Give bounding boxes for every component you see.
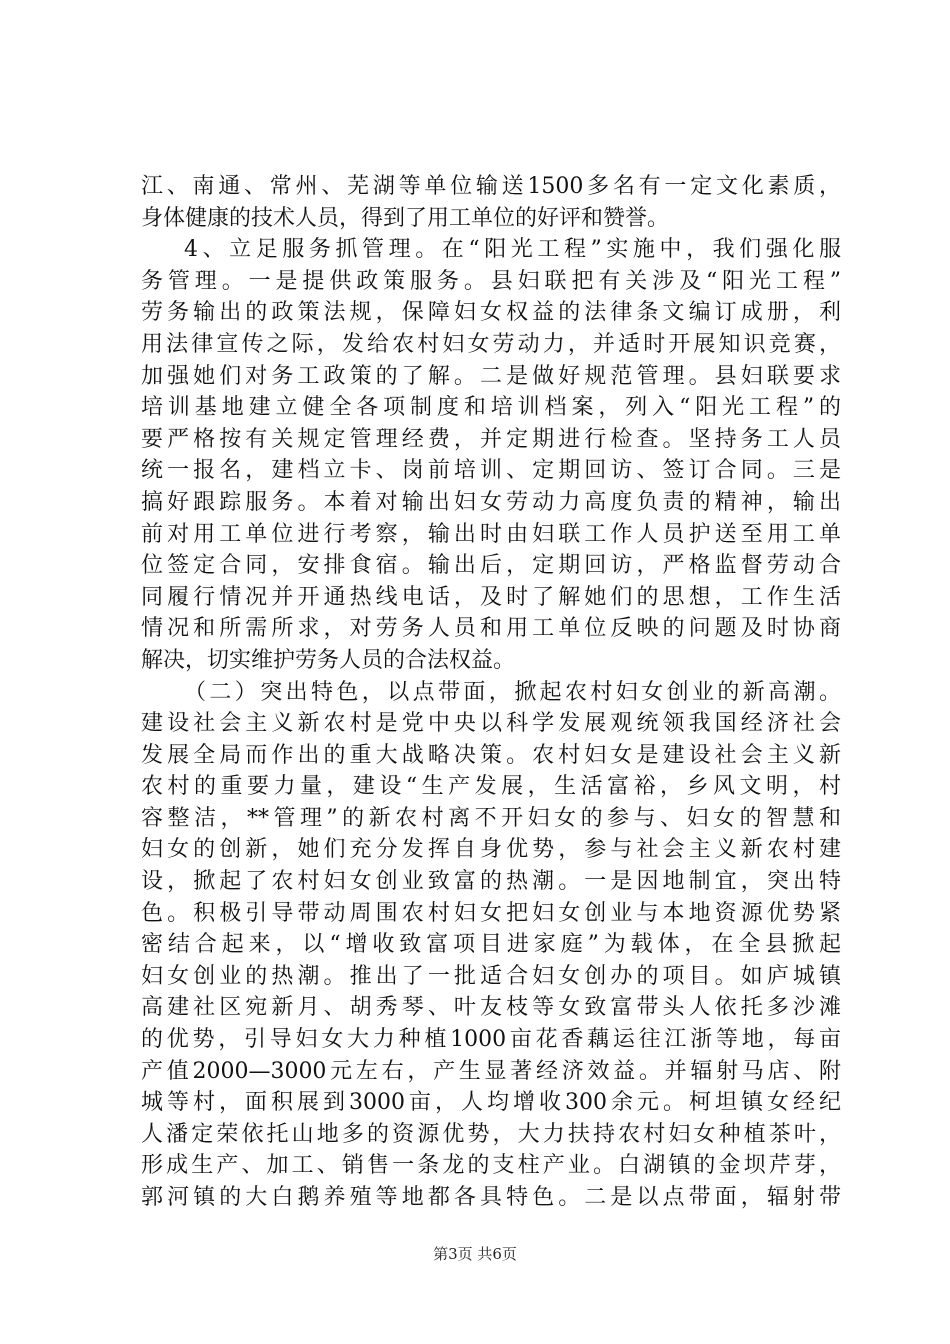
text-line: 色。积极引导带动周围农村妇女把妇女创业与本地资源优势紧 — [141, 900, 841, 926]
text-line: 身体健康的技术人员，得到了用工单位的好评和赞誉。 — [141, 205, 670, 231]
text-line: 加强她们对务工政策的了解。二是做好规范管理。县妇联要求 — [141, 363, 841, 389]
text-line: 同履行情况并开通热线电话，及时了解她们的思想，工作生活 — [141, 584, 841, 610]
text-line: 前对用工单位进行考察，输出时由妇联工作人员护送至用工单 — [141, 521, 841, 547]
text-line: 情况和所需所求，对劳务人员和用工单位反映的问题及时协商 — [141, 616, 841, 642]
text-line: 发展全局而作出的重大战略决策。农村妇女是建设社会主义新 — [141, 742, 841, 768]
text-line: 要严格按有关规定管理经费，并定期进行检查。坚持务工人员 — [141, 426, 841, 452]
text-line: 用法律宣传之际，发给农村妇女劳动力，并适时开展知识竞赛， — [141, 331, 841, 357]
text-line: 解决，切实维护劳务人员的合法权益。 — [141, 647, 516, 673]
text-line: 务管理。一是提供政策服务。县妇联把有关涉及“阳光工程” — [141, 268, 841, 294]
text-line: 高建社区宛新月、胡秀琴、叶友枝等女致富带头人依托多沙滩 — [141, 995, 841, 1021]
text-line: 妇女的创新，她们充分发挥自身优势，参与社会主义新农村建 — [141, 837, 841, 863]
text-line: 妇女创业的热潮。推出了一批适合妇女创办的项目。如庐城镇 — [141, 963, 841, 989]
text-line: 农村的重要力量，建设“生产发展，生活富裕，乡风文明，村 — [141, 774, 841, 800]
text-line: 位签定合同，安排食宿。输出后，定期回访，严格监督劳动合 — [141, 553, 841, 579]
text-line: 城等村，面积展到3000亩，人均增收300余元。柯坦镇女经纪 — [141, 1090, 841, 1116]
text-line: 培训基地建立健全各项制度和培训档案，列入“阳光工程”的 — [141, 395, 841, 421]
body-text — [141, 171, 841, 1214]
text-line: 密结合起来，以“增收致富项目进家庭”为载体，在全县掀起 — [141, 932, 841, 958]
text-line: 4、立足服务抓管理。在“阳光工程”实施中，我们强化服 — [184, 237, 841, 263]
text-line: 江、南通、常州、芜湖等单位输送1500多名有一定文化素质， — [141, 174, 841, 199]
text-line: 设，掀起了农村妇女创业致富的热潮。一是因地制宜，突出特 — [141, 869, 841, 895]
text-line: 产值2000—3000元左右，产生显著经济效益。并辐射马店、附 — [141, 1058, 841, 1084]
text-line: （二）突出特色，以点带面，掀起农村妇女创业的新高潮。 — [184, 679, 841, 705]
text-line: 建设社会主义新农村是党中央以科学发展观统领我国经济社会 — [141, 711, 841, 737]
page-footer: 第3页 共6页 — [433, 1245, 517, 1263]
text-line: 容整洁，**管理”的新农村离不开妇女的参与、妇女的智慧和 — [141, 805, 841, 831]
text-line: 形成生产、加工、销售一条龙的支柱产业。白湖镇的金坝芹芽， — [141, 1153, 841, 1179]
text-line: 人潘定荣依托山地多的资源优势，大力扶持农村妇女种植茶叶， — [141, 1121, 841, 1147]
text-line: 搞好跟踪服务。本着对输出妇女劳动力高度负责的精神，输出 — [141, 489, 841, 515]
text-line: 的优势，引导妇女大力种植1000亩花香藕运往江浙等地，每亩 — [141, 1027, 841, 1053]
text-line: 劳务输出的政策法规，保障妇女权益的法律条文编订成册，利 — [141, 300, 841, 326]
text-line: 统一报名，建档立卡、岗前培训、定期回访、签订合同。三是 — [141, 458, 841, 484]
text-line: 郭河镇的大白鹅养殖等地都各具特色。二是以点带面，辐射带 — [141, 1185, 841, 1210]
